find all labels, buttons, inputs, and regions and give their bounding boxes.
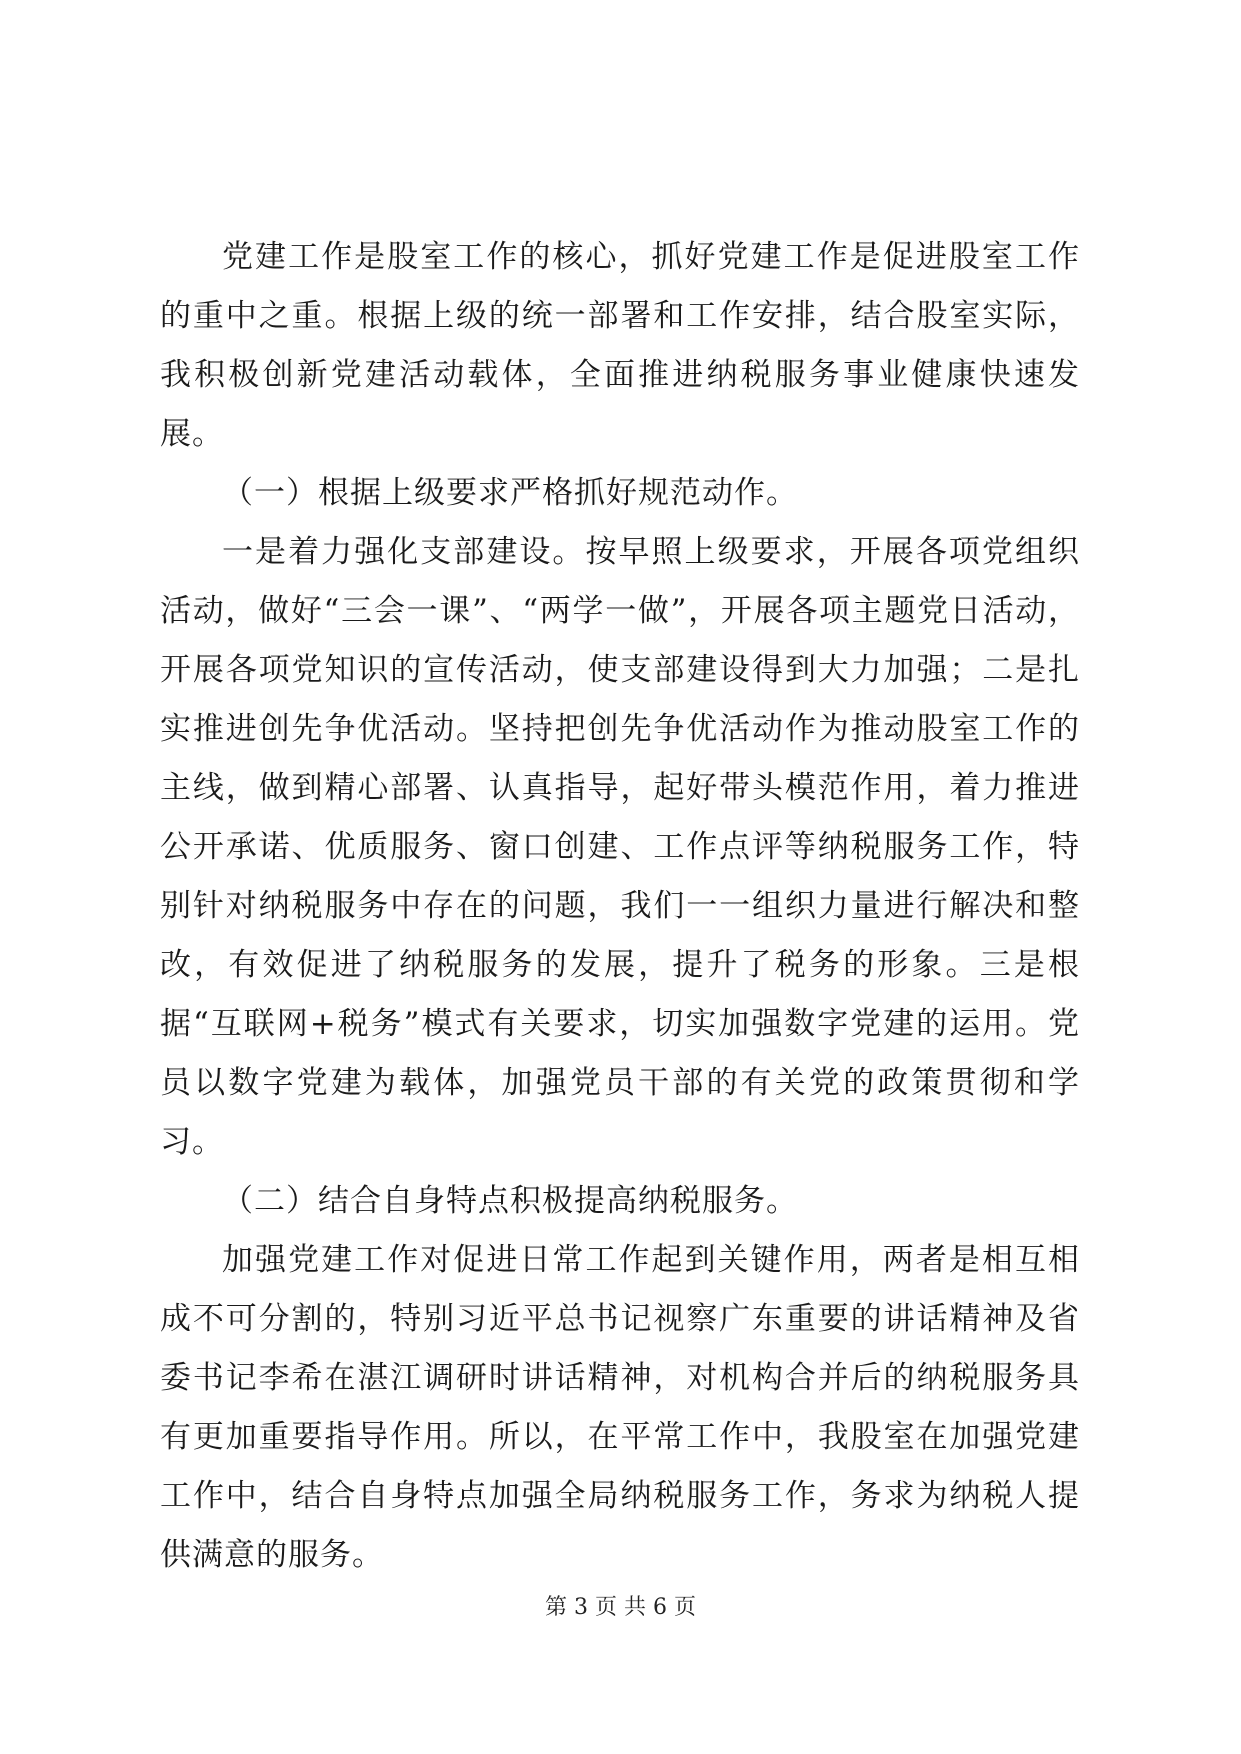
section-heading-1: （一）根据上级要求严格抓好规范动作。 [222,475,798,511]
paragraph-branch-building: 一是着力强化支部建设。按早照上级要求，开展各项党组织活动，做好“三会一课”、“两学一做”，开展各项主题党日活动，开展各项党知识的宣传活动，使支部建设得到大力加强；二是扎实推进创先争优活动。坚持把创先争优活动作为推动股室工作的主线，做到精心部署、认真指导，起好带头模范作用，着力推进公开承诺、优质服务、窗口创建、工作点评等纳税服务工作，特别针对纳税服务中存在的问题，我们一一组织力量进行解决和整改，有效促进了纳税服务的发展，提升了税务的形象。三是根据“互联网+税务”模式有关要求，切实加强数字党建的运用。党员以数字党建为载体，加强党员干部的有关党的政策贯彻和学习。 [160,534,1080,1160]
section-heading-2: （二）结合自身特点积极提高纳税服务。 [222,1183,798,1219]
document-body [160,228,1080,1585]
paragraph-tax-service: 加强党建工作对促进日常工作起到关键作用，两者是相互相成不可分割的，特别习近平总书记视察广东重要的讲话精神及省委书记李希在湛江调研时讲话精神，对机构合并后的纳税服务具有更加重要指导作用。所以，在平常工作中，我股室在加强党建工作中，结合自身特点加强全局纳税服务工作，务求为纳税人提供满意的服务。 [160,1242,1080,1573]
page-footer: 第 3 页 共 6 页 [545,1595,696,1620]
paragraph-intro: 党建工作是股室工作的核心，抓好党建工作是促进股室工作的重中之重。根据上级的统一部署和工作安排，结合股室实际，我积极创新党建活动载体，全面推进纳税服务事业健康快速发展。 [160,239,1080,452]
